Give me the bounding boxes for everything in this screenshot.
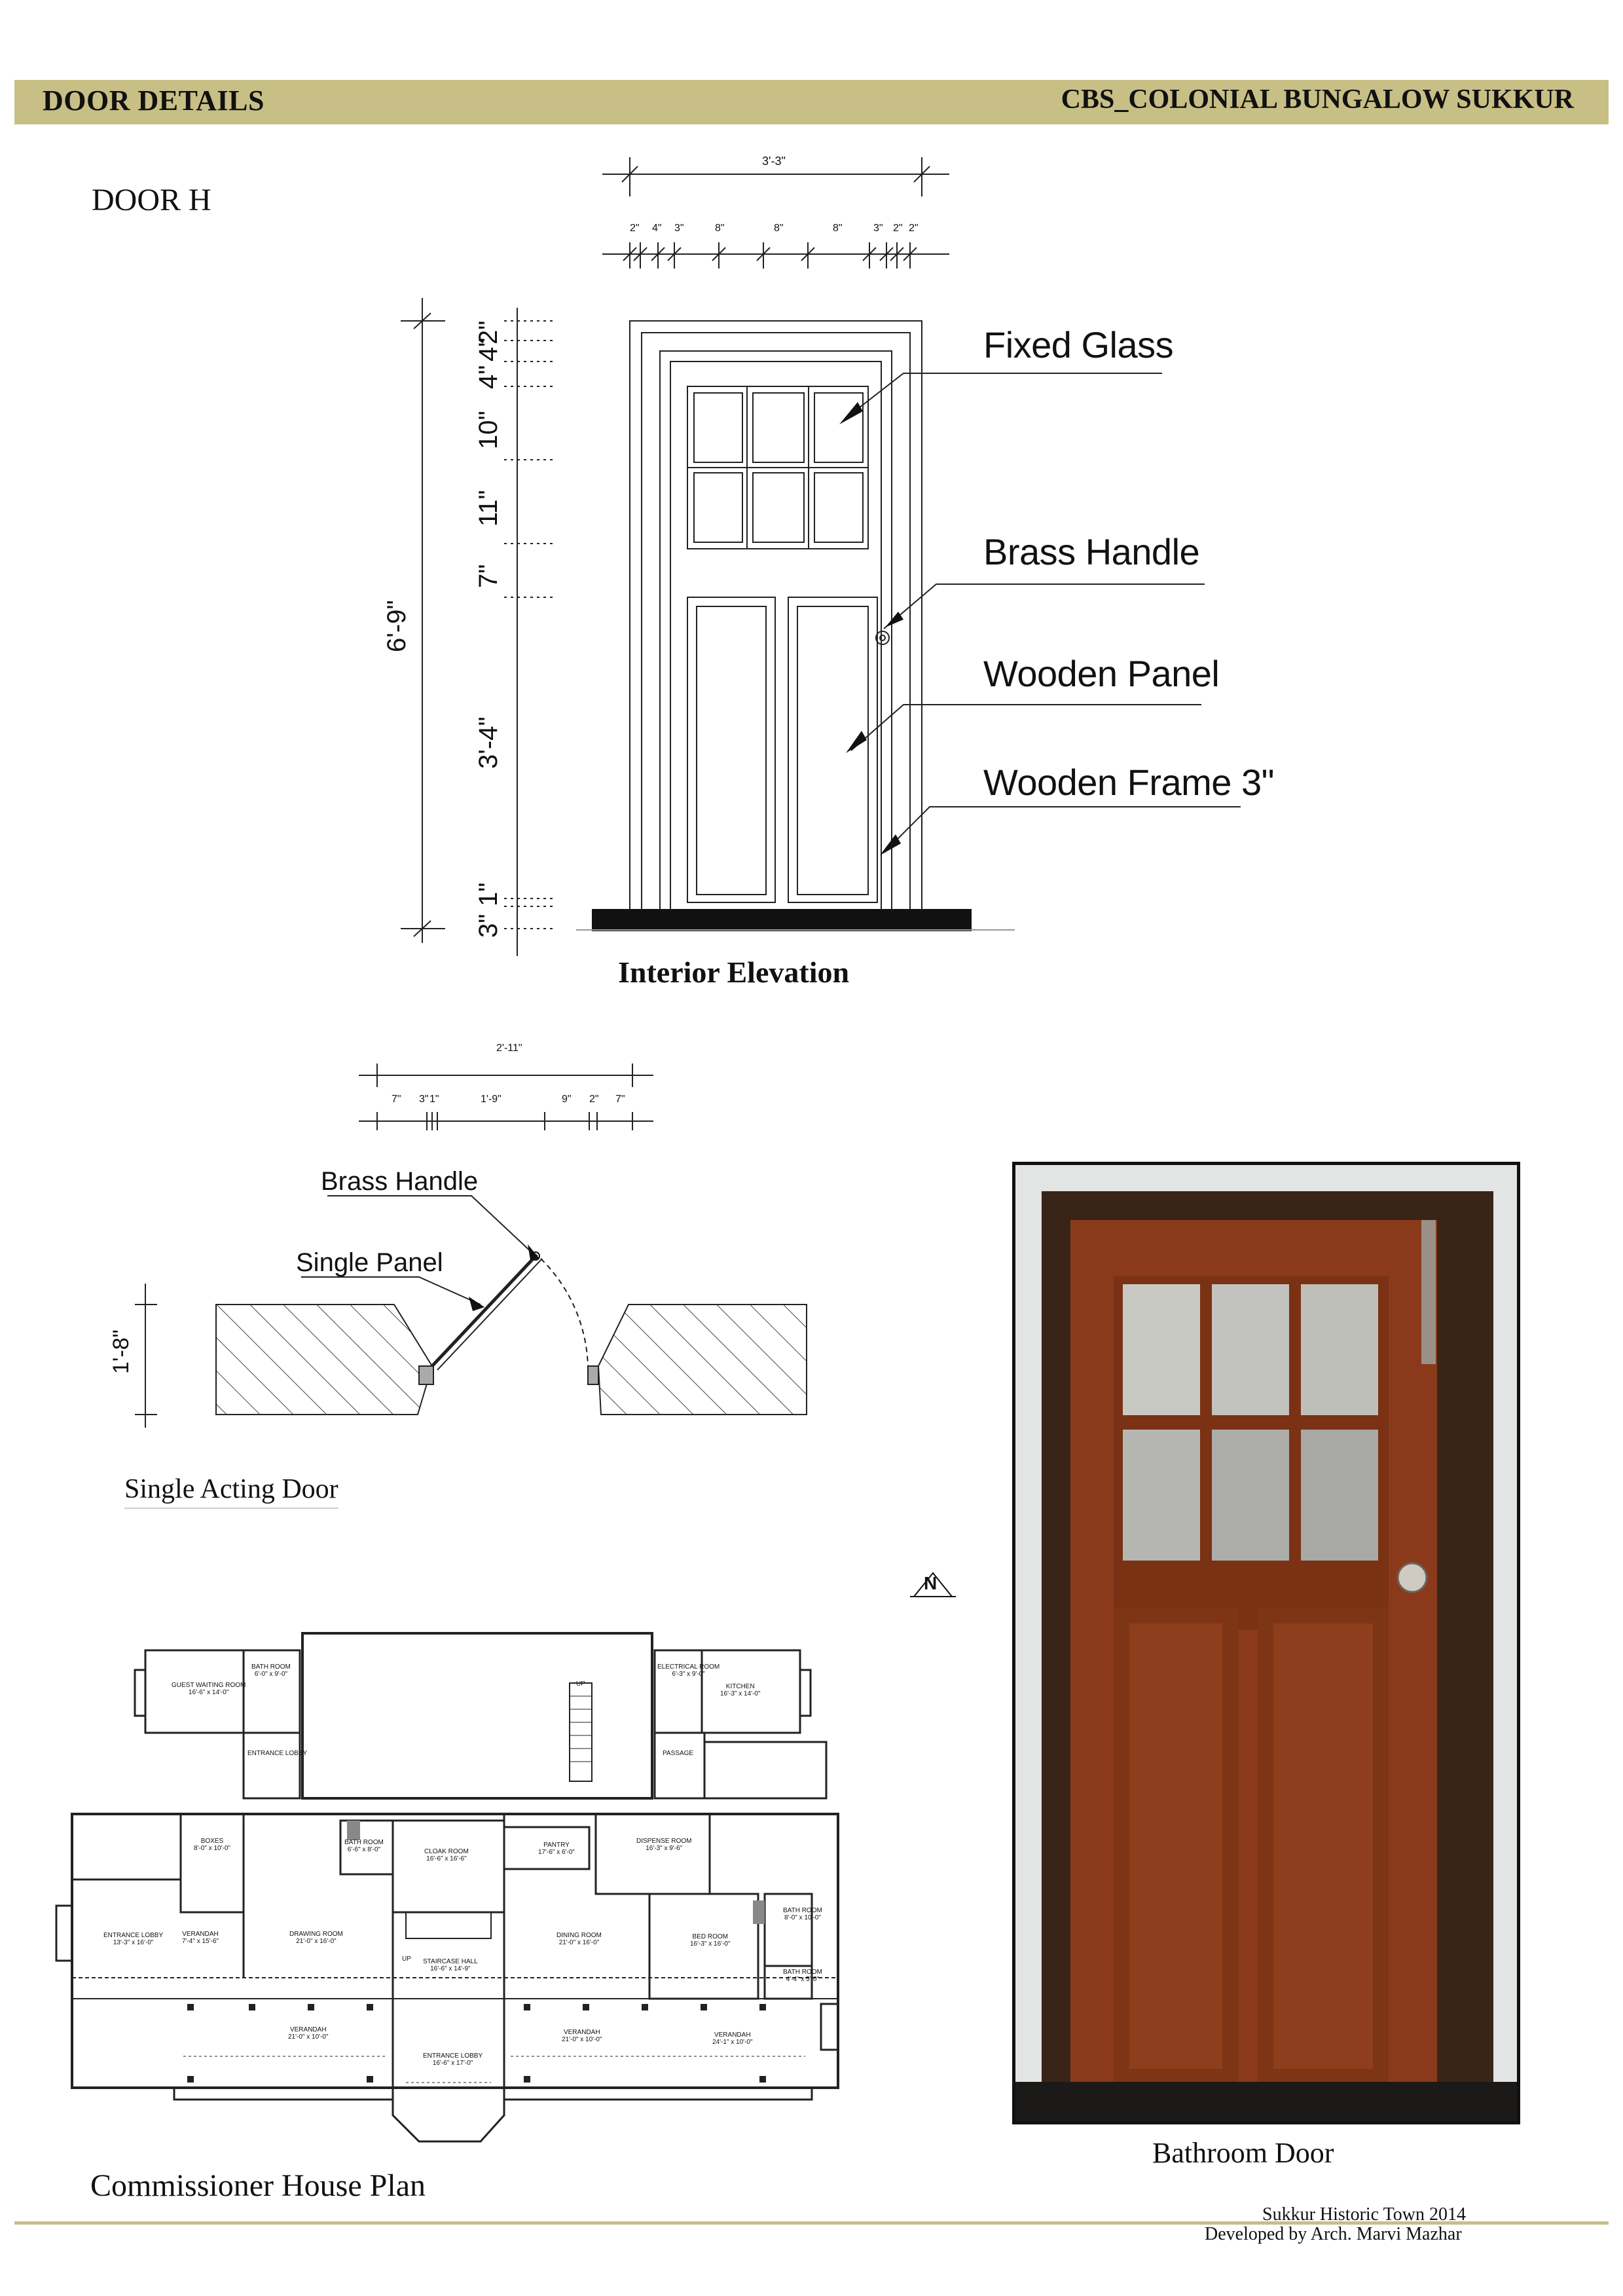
elevation-height-seg: 2" [474, 320, 503, 344]
room-label: GUEST WAITING ROOM 16'-6" x 14'-0" [172, 1682, 246, 1696]
room-label: ENTRANCE LOBBY [247, 1750, 308, 1757]
room-label: BED ROOM 16'-3" x 16'-0" [690, 1933, 731, 1948]
door-title: DOOR H [92, 183, 211, 217]
stair-label: UP [576, 1680, 585, 1688]
elevation-height-dim: 6'-9" [382, 600, 411, 652]
elevation-width-seg: 3" [873, 223, 883, 234]
elevation-height-seg: 7" [474, 564, 503, 588]
elevation-drawing [0, 0, 1623, 1022]
elevation-height-seg: 3" [474, 914, 503, 938]
plan-width-seg: 1" [429, 1094, 439, 1105]
room-label: VERANDAH 24'-1" x 10'-0" [712, 2031, 753, 2046]
room-label: BATH ROOM 6'-0" x 9'-0" [251, 1663, 291, 1678]
elevation-width-seg: 2" [909, 223, 919, 234]
stair-label: UP [402, 1955, 411, 1963]
plan-width-seg: 9" [562, 1094, 572, 1105]
room-label: BATH ROOM 8'-0" x 10'-0" [783, 1907, 822, 1921]
room-label: DISPENSE ROOM 16'-3" x 9'-6" [636, 1838, 692, 1852]
room-label: DRAWING ROOM 21'-0" x 16'-0" [289, 1931, 343, 1945]
room-label: ENTRANCE LOBBY 16'-6" x 17'-0" [423, 2052, 483, 2067]
elevation-height-seg: 4" [474, 365, 503, 389]
room-label: VERANDAH 21'-0" x 10'-0" [562, 2029, 602, 2043]
floor-plan-caption: Commissioner House Plan [90, 2168, 426, 2203]
plan-width-seg: 3" [419, 1094, 429, 1105]
elevation-width-seg: 3" [674, 223, 684, 234]
plan-detail-caption: Single Acting Door [124, 1473, 338, 1509]
callout-wooden-panel: Wooden Panel [983, 653, 1220, 694]
room-label: KITCHEN 16'-3" x 14'-0" [720, 1683, 761, 1697]
footer-line-2: Developed by Arch. Marvi Mazhar [1205, 2224, 1462, 2244]
plan-width-seg: 2" [589, 1094, 599, 1105]
room-label: VERANDAH 21'-0" x 10'-0" [288, 2026, 329, 2041]
bathroom-door-photo [1012, 1162, 1520, 2124]
plan-wall-depth: 1'-8" [109, 1329, 134, 1374]
room-label: BATH ROOM 4'-4" x 5'-0" [783, 1969, 822, 1983]
room-label: STAIRCASE HALL 16'-6" x 14'-9" [423, 1958, 478, 1972]
elevation-width-seg: 2" [893, 223, 903, 234]
room-label: BOXES 8'-0" x 10'-0" [194, 1838, 230, 1852]
elevation-width-seg: 8" [774, 223, 784, 234]
elevation-height-seg: 3'-4" [474, 716, 503, 769]
elevation-width-seg: 4" [652, 223, 662, 234]
room-label: BATH ROOM 6'-6" x 8'-0" [344, 1839, 384, 1853]
elevation-height-seg: 4" [474, 337, 503, 361]
room-label: VERANDAH 7'-4" x 15'-6" [182, 1931, 219, 1945]
plan-detail-drawing [0, 1022, 917, 1519]
footer-line-1: Sukkur Historic Town 2014 [1262, 2204, 1466, 2225]
elevation-width-seg: 8" [833, 223, 843, 234]
elevation-width-seg: 2" [630, 223, 640, 234]
room-label: ENTRANCE LOBBY 13'-3" x 16'-0" [103, 1932, 164, 1946]
elevation-caption: Interior Elevation [618, 955, 850, 989]
photo-caption: Bathroom Door [1152, 2137, 1334, 2169]
door-illustration [1015, 1165, 1517, 2121]
header-title-right: CBS_COLONIAL BUNGALOW SUKKUR [1061, 84, 1574, 115]
plan-width-dim: 2'-11" [496, 1043, 522, 1054]
elevation-width-seg: 8" [715, 223, 725, 234]
plan-callout-brass-handle: Brass Handle [321, 1167, 479, 1196]
room-label: CLOAK ROOM 16'-6" x 16'-6" [424, 1848, 469, 1862]
room-label: DINING ROOM 21'-0" x 16'-0" [556, 1932, 602, 1946]
north-label: N [924, 1573, 938, 1593]
elevation-height-seg: 11" [474, 490, 503, 527]
elevation-height-seg: 10" [474, 411, 503, 449]
callout-brass-handle: Brass Handle [983, 531, 1200, 572]
callout-fixed-glass: Fixed Glass [983, 324, 1174, 365]
callout-wooden-frame: Wooden Frame 3" [983, 762, 1274, 803]
elevation-height-seg: 1" [474, 882, 503, 906]
plan-width-seg: 1'-9" [481, 1094, 501, 1105]
room-label: PANTRY 17'-6" x 6'-0" [538, 1842, 575, 1856]
plan-width-seg: 7" [615, 1094, 625, 1105]
header-title-left: DOOR DETAILS [43, 84, 264, 117]
room-label: ELECTRICAL ROOM 6'-3" x 9'-0" [657, 1663, 720, 1678]
room-label: PASSAGE [663, 1750, 694, 1757]
elevation-width-dim: 3'-3" [762, 155, 786, 168]
plan-callout-single-panel: Single Panel [296, 1248, 443, 1277]
plan-width-seg: 7" [392, 1094, 401, 1105]
